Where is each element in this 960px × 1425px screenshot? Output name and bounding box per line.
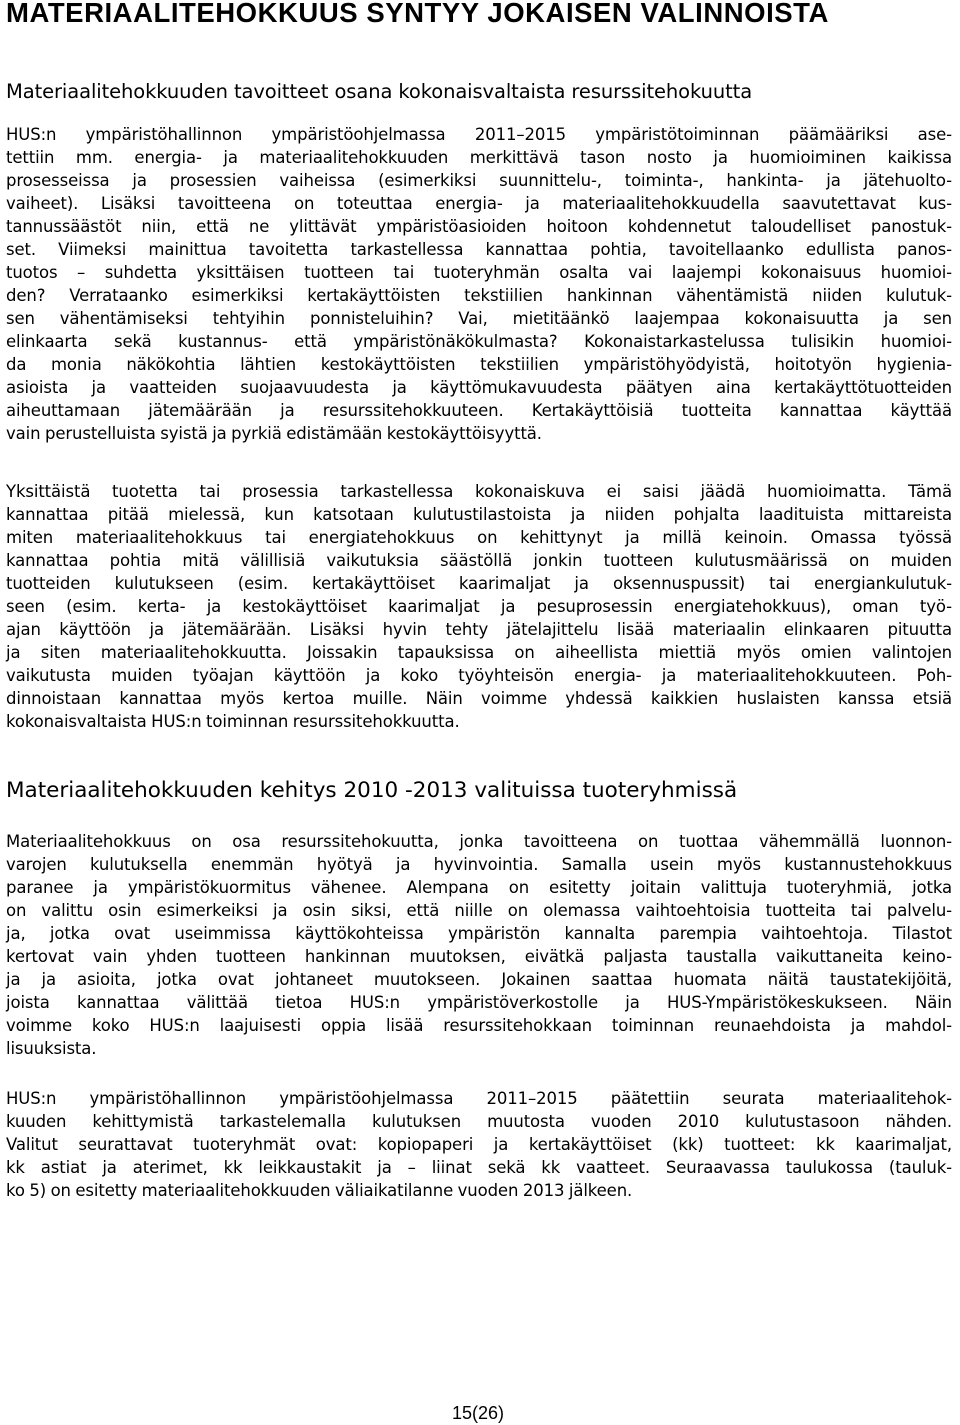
text-line: joista kannattaa välittää tietoa HUS:n ympäristöverkostolle ja HUS-Ympäristökeskukseen. Näin	[6, 993, 952, 1012]
text-line: on valittu osin esimerkeiksi ja osin siksi, että niille on olemassa vaihtoehtoisia tuotteita tai palvelu-	[6, 901, 952, 920]
text-line: asioista ja vaatteiden suojaavuudesta ja käyttömukavuudesta päätyen aina kertakäyttötuotteiden	[6, 378, 952, 397]
text-line: ja siten materiaalitehokkuutta. Joissakin tapauksissa on aiheellista miettiä myös omien valintojen	[6, 643, 952, 662]
text-line: sen vähentämiseksi tehtyihin ponnisteluihin? Vai, mietitäänkö laajempaa kokonaisuutta ja sen	[6, 309, 952, 328]
paragraph-goals	[6, 123, 952, 445]
text-line: varojen kulutuksella enemmän hyötyä ja hyvinvointia. Samalla usein myös kustannustehokkuus	[6, 855, 952, 874]
text-line: kokonaisvaltaista HUS:n toiminnan resurssitehokkuutta.	[6, 712, 460, 731]
text-line: set. Viimeksi mainittua tavoitetta tarkastellessa kannattaa pohtia, tavoitellaanko edullista panos-	[6, 240, 952, 259]
page-title: MATERIAALITEHOKKUUS SYNTYY JOKAISEN VALINNOISTA	[6, 0, 829, 28]
text-line: ko 5) on esitetty materiaalitehokkuuden väliaikatilanne vuoden 2013 jälkeen.	[6, 1181, 633, 1200]
text-line: HUS:n ympäristöhallinnon ympäristöohjelmassa 2011–2015 päätettiin seurata materiaalitehok-	[6, 1089, 952, 1108]
text-line: ja, jotka ovat useimmissa käyttökohteissa ympäristön kannalta parempia vaihtoehtoja. Tilastot	[6, 924, 952, 943]
text-line: kk astiat ja aterimet, kk leikkaustakit ja – liinat sekä kk vaatteet. Seuraavassa taulukossa (tauluk-	[6, 1158, 952, 1177]
text-line: prosesseissa ja prosessien vaiheissa (esimerkiksi suunnittelu-, toiminta-, hankinta- ja jätehuolto-	[6, 171, 952, 190]
text-line: den? Verrataanko esimerkiksi kertakäyttöisten tekstiilien hankinnan vähentämistä niiden kulutuk-	[6, 286, 952, 305]
text-line: tettiin mm. energia- ja materiaalitehokkuuden merkittävä tason nosto ja huomioiminen kaikissa	[6, 148, 952, 167]
text-line: dinnoistaan kannattaa myös kertoa muille. Näin voimme yhdessä kaikkien huslaisten kanssa etsiä	[6, 689, 952, 708]
text-line: elinkaarta sekä kustannus- että ympäristönäkökulmasta? Kokonaistarkastelussa tulisikin huomioi-	[6, 332, 952, 351]
text-line: paranee ja ympäristökuormitus vähenee. Alempana on esitetty joitain valittuja tuoteryhmiä, jotka	[6, 878, 952, 897]
text-line: voimme koko HUS:n laajuisesti oppia lisää resurssitehokkaan toiminnan reunaehdoista ja mahdol-	[6, 1016, 952, 1035]
section-heading-development: Materiaalitehokkuuden kehitys 2010 -2013 valituissa tuoteryhmissä	[6, 778, 738, 803]
text-line: da monia näkökohtia lähtien kestokäyttöisten tekstiilien ympäristöhyödyistä, hoitotyön hygienia-	[6, 355, 952, 374]
paragraph-resource-efficiency	[6, 830, 952, 1060]
text-line: kertovat vain yhden tuotteen hankinnan muutoksen, eivätkä paljasta taustalla vaikuttaneita keino-	[6, 947, 952, 966]
text-line: tannussäästöt niin, että ne ylittävät ympäristöasioiden hoitoon kohdennetut taloudelliset panostuk-	[6, 217, 952, 236]
text-line: tuotos – suhdetta yksittäisen tuotteen tai tuoteryhmän osalta vai laajempi kokonaisuus huomioi-	[6, 263, 952, 282]
page-number: 15(26)	[452, 1403, 505, 1423]
text-line: lisuuksista.	[6, 1039, 97, 1058]
text-line: vain perustelluista syistä ja pyrkiä edistämään kestokäyttöisyyttä.	[6, 424, 542, 443]
text-line: kannattaa pitää mielessä, kun katsotaan kulutustilastoista ja niiden pohjalta laadituista mittareista	[6, 505, 952, 524]
paragraph-monitoring	[6, 1087, 952, 1202]
text-line: Yksittäistä tuotetta tai prosessia tarkastellessa kokonaiskuva ei saisi jäädä huomioimatta. Tämä	[6, 482, 952, 501]
text-line: tuotteiden kulutukseen (esim. kertakäyttöiset kaarimaljat ja oksennuspussit) tai energiankulutuk-	[6, 574, 952, 593]
text-line: vaiheet). Lisäksi tavoitteena on toteuttaa energia- ja materiaalitehokkuudella saavutettavat kus-	[6, 194, 952, 213]
section-heading-goals: Materiaalitehokkuuden tavoitteet osana kokonaisvaltaista resurssitehokuutta	[6, 80, 753, 103]
paragraph-overall-view	[6, 480, 952, 733]
text-line: HUS:n ympäristöhallinnon ympäristöohjelmassa 2011–2015 ympäristötoiminnan päämääriksi ase-	[6, 125, 952, 144]
text-line: ajan käyttöön ja jätemäärään. Lisäksi hyvin tehty jätelajittelu lisää materiaalin elinkaaren pituutta	[6, 620, 952, 639]
text-line: kuuden kehittymistä tarkastelemalla kulutuksen muutosta vuoden 2010 kulutustasoon nähden.	[6, 1112, 952, 1131]
text-line: Valitut seurattavat tuoteryhmät ovat: kopiopaperi ja kertakäyttöiset (kk) tuotteet: kk kaarimaljat,	[6, 1135, 952, 1154]
text-line: seen (esim. kerta- ja kestokäyttöiset kaarimaljat ja pesuprosessin energiatehokkuus), oman työ-	[6, 597, 952, 616]
text-line: aiheuttamaan jätemäärään ja resurssitehokkuuteen. Kertakäyttöisiä tuotteita kannattaa käyttää	[6, 401, 952, 420]
text-line: miten materiaalitehokkuus tai energiatehokkuus on kehittynyt ja millä keinoin. Omassa työssä	[6, 528, 952, 547]
text-line: ja ja asioita, jotka ovat johtaneet muutokseen. Jokainen saattaa huomata näitä taustatekijöitä,	[6, 970, 952, 989]
text-line: Materiaalitehokkuus on osa resurssitehokuutta, jonka tavoitteena on tuottaa vähemmällä luonnon-	[6, 832, 952, 851]
text-line: kannattaa pohtia mitä välillisiä vaikutuksia säästöllä jonkin tuotteen kulutusmäärissä on muiden	[6, 551, 952, 570]
text-line: vaikutusta muiden työajan käyttöön ja koko työyhteisön energia- ja materiaalitehokkuuteen. Poh-	[6, 666, 952, 685]
